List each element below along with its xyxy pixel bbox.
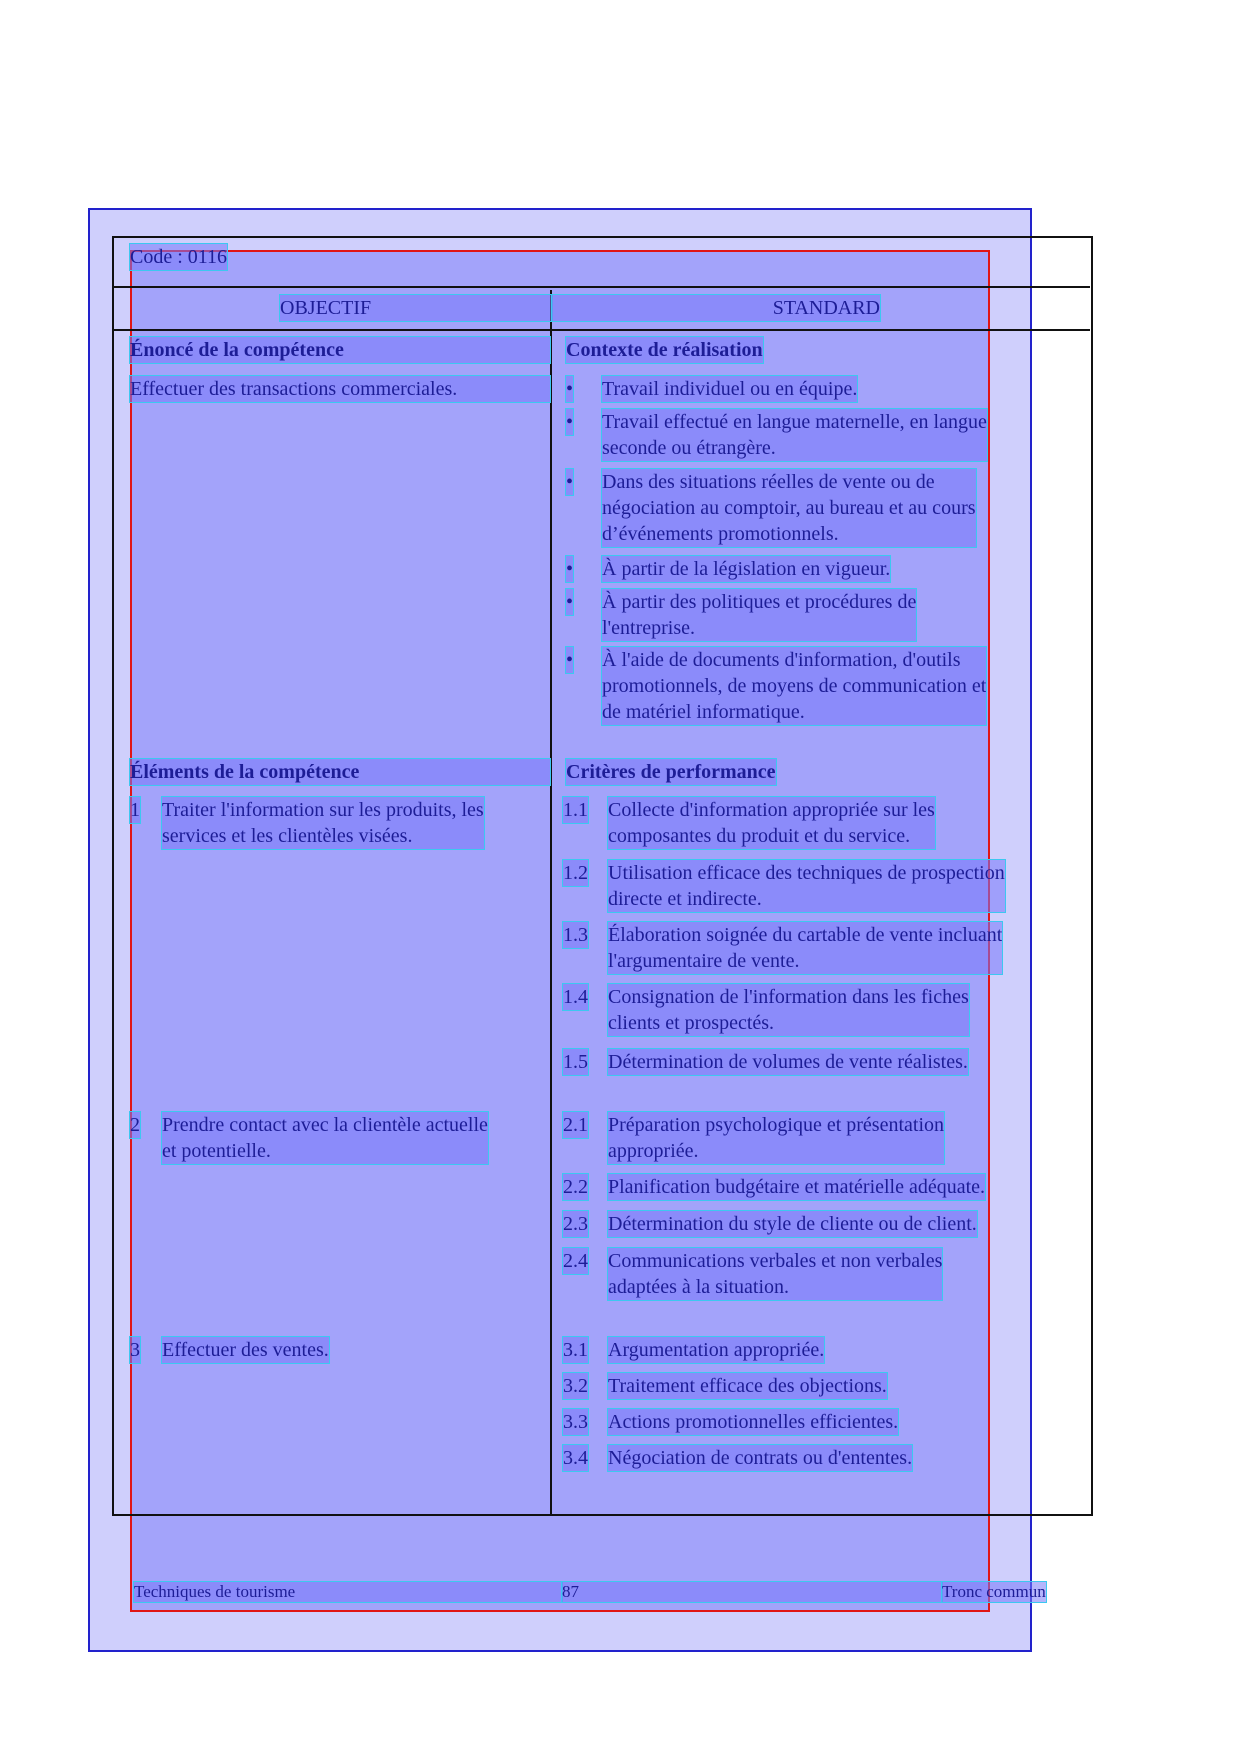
criterion-text	[608, 797, 935, 849]
left-heading-enonce: Énoncé de la compétence	[130, 337, 550, 363]
contexte-item-line: À l'aide de documents d'information, d'outils	[602, 649, 961, 671]
criterion-number: 3.1	[563, 1339, 588, 1361]
table-left-rule	[112, 236, 114, 1516]
criterion-text	[608, 1174, 985, 1200]
element-number: 3	[130, 1339, 140, 1361]
criterion-text	[608, 1248, 942, 1300]
contexte-item-line: Dans des situations réelles de vente ou de	[602, 471, 935, 493]
contexte-bullet: •	[566, 591, 574, 613]
criterion-text	[608, 1373, 887, 1399]
criterion-text-line: Communications verbales et non verbales	[608, 1250, 943, 1272]
contexte-item	[602, 376, 857, 402]
contexte-item-line: À partir des politiques et procédures de	[602, 591, 917, 613]
criterion-number: 1.2	[563, 862, 588, 884]
footer-page-number: 87	[562, 1582, 942, 1602]
right-heading-contexte: Contexte de réalisation	[566, 339, 763, 361]
criterion-text-line: Argumentation appropriée.	[608, 1339, 825, 1361]
criterion-number: 2.3	[563, 1213, 588, 1235]
element-number: 2	[130, 1114, 140, 1136]
criterion-number: 2.1	[563, 1114, 588, 1136]
header-standard: STANDARD	[552, 295, 880, 321]
contexte-bullet: •	[566, 471, 574, 493]
contexte-item-line: Travail effectué en langue maternelle, en langue	[602, 411, 987, 433]
criterion-text-line: composantes du produit et du service.	[608, 825, 911, 847]
header-bottom-rule	[112, 329, 1090, 331]
criterion-text	[608, 984, 969, 1036]
criterion-text-line: Consignation de l'information dans les fiches	[608, 986, 969, 1008]
criterion-text	[608, 922, 1002, 974]
criterion-text	[608, 1211, 977, 1237]
contexte-item	[602, 469, 976, 547]
criterion-text-line: directe et indirecte.	[608, 888, 762, 910]
element-number: 1	[130, 799, 140, 821]
contexte-item-line: seconde ou étrangère.	[602, 437, 776, 459]
criterion-number: 3.4	[563, 1447, 588, 1469]
criterion-text	[608, 860, 1005, 912]
criterion-text-line: Élaboration soignée du cartable de vente incluant	[608, 924, 1003, 946]
criterion-text-line: clients et prospectés.	[608, 1012, 775, 1034]
element-text	[162, 797, 484, 849]
criterion-text-line: Détermination de volumes de vente réalistes.	[608, 1051, 968, 1073]
criterion-text-line: Traitement efficace des objections.	[608, 1375, 887, 1397]
criterion-text	[608, 1337, 824, 1363]
criterion-text	[608, 1112, 944, 1164]
element-text-line: services et les clientèles visées.	[162, 825, 413, 847]
element-text	[162, 1112, 488, 1164]
element-text-line: Traiter l'information sur les produits, les	[162, 799, 484, 821]
footer-left: Techniques de tourisme	[134, 1582, 562, 1602]
footer-right: Tronc commun	[942, 1582, 1046, 1601]
contexte-bullet: •	[566, 378, 574, 400]
contexte-item-line: de matériel informatique.	[602, 701, 805, 723]
criterion-number: 1.5	[563, 1051, 588, 1073]
criterion-number: 2.4	[563, 1250, 588, 1272]
contexte-item-line: négociation au comptoir, au bureau et au cours	[602, 497, 976, 519]
element-text-line: Effectuer des ventes.	[162, 1339, 329, 1361]
column-divider	[550, 290, 552, 1516]
criterion-number: 3.2	[563, 1375, 588, 1397]
element-text-line: et potentielle.	[162, 1140, 271, 1162]
contexte-item-line: l'entreprise.	[602, 617, 696, 639]
contexte-item	[602, 589, 916, 641]
right-heading-criteres: Critères de performance	[566, 761, 776, 783]
criterion-number: 2.2	[563, 1176, 588, 1198]
table-bottom-rule	[112, 1514, 1092, 1516]
table-top-rule	[112, 236, 1092, 238]
criterion-number: 1.4	[563, 986, 588, 1008]
criterion-text-line: Actions promotionnelles efficientes.	[608, 1411, 899, 1433]
criterion-text-line: Utilisation efficace des techniques de prospection	[608, 862, 1005, 884]
left-heading-elements: Éléments de la compétence	[130, 759, 550, 785]
criterion-text	[608, 1445, 912, 1471]
competence-statement: Effectuer des transactions commerciales.	[130, 376, 550, 402]
header-top-rule	[112, 286, 1090, 288]
contexte-item	[602, 409, 987, 461]
contexte-item	[602, 647, 986, 725]
criterion-text-line: Négociation de contrats ou d'ententes.	[608, 1447, 913, 1469]
element-text-line: Prendre contact avec la clientèle actuelle	[162, 1114, 488, 1136]
criterion-text	[608, 1049, 968, 1075]
criterion-number: 1.3	[563, 924, 588, 946]
contexte-item-line: À partir de la législation en vigueur.	[602, 558, 891, 580]
contexte-bullet: •	[566, 649, 574, 671]
contexte-item	[602, 556, 890, 582]
criterion-text-line: l'argumentaire de vente.	[608, 950, 800, 972]
criterion-text	[608, 1409, 898, 1435]
criterion-text-line: Détermination du style de cliente ou de client.	[608, 1213, 977, 1235]
contexte-bullet: •	[566, 411, 574, 433]
contexte-item-line: Travail individuel ou en équipe.	[602, 378, 858, 400]
criterion-number: 3.3	[563, 1411, 588, 1433]
criterion-text-line: Préparation psychologique et présentation	[608, 1114, 945, 1136]
header-objectif: OBJECTIF	[280, 295, 552, 321]
contexte-item-line: d’événements promotionnels.	[602, 523, 839, 545]
contexte-bullet: •	[566, 558, 574, 580]
table-right-rule	[1091, 236, 1093, 1516]
criterion-number: 1.1	[563, 799, 588, 821]
criterion-text-line: adaptées à la situation.	[608, 1276, 790, 1298]
criterion-text-line: Collecte d'information appropriée sur les	[608, 799, 935, 821]
element-text	[162, 1337, 329, 1363]
contexte-item-line: promotionnels, de moyens de communication et	[602, 675, 987, 697]
code-label: Code : 0116	[130, 246, 228, 268]
criterion-text-line: appropriée.	[608, 1140, 699, 1162]
criterion-text-line: Planification budgétaire et matérielle adéquate.	[608, 1176, 986, 1198]
